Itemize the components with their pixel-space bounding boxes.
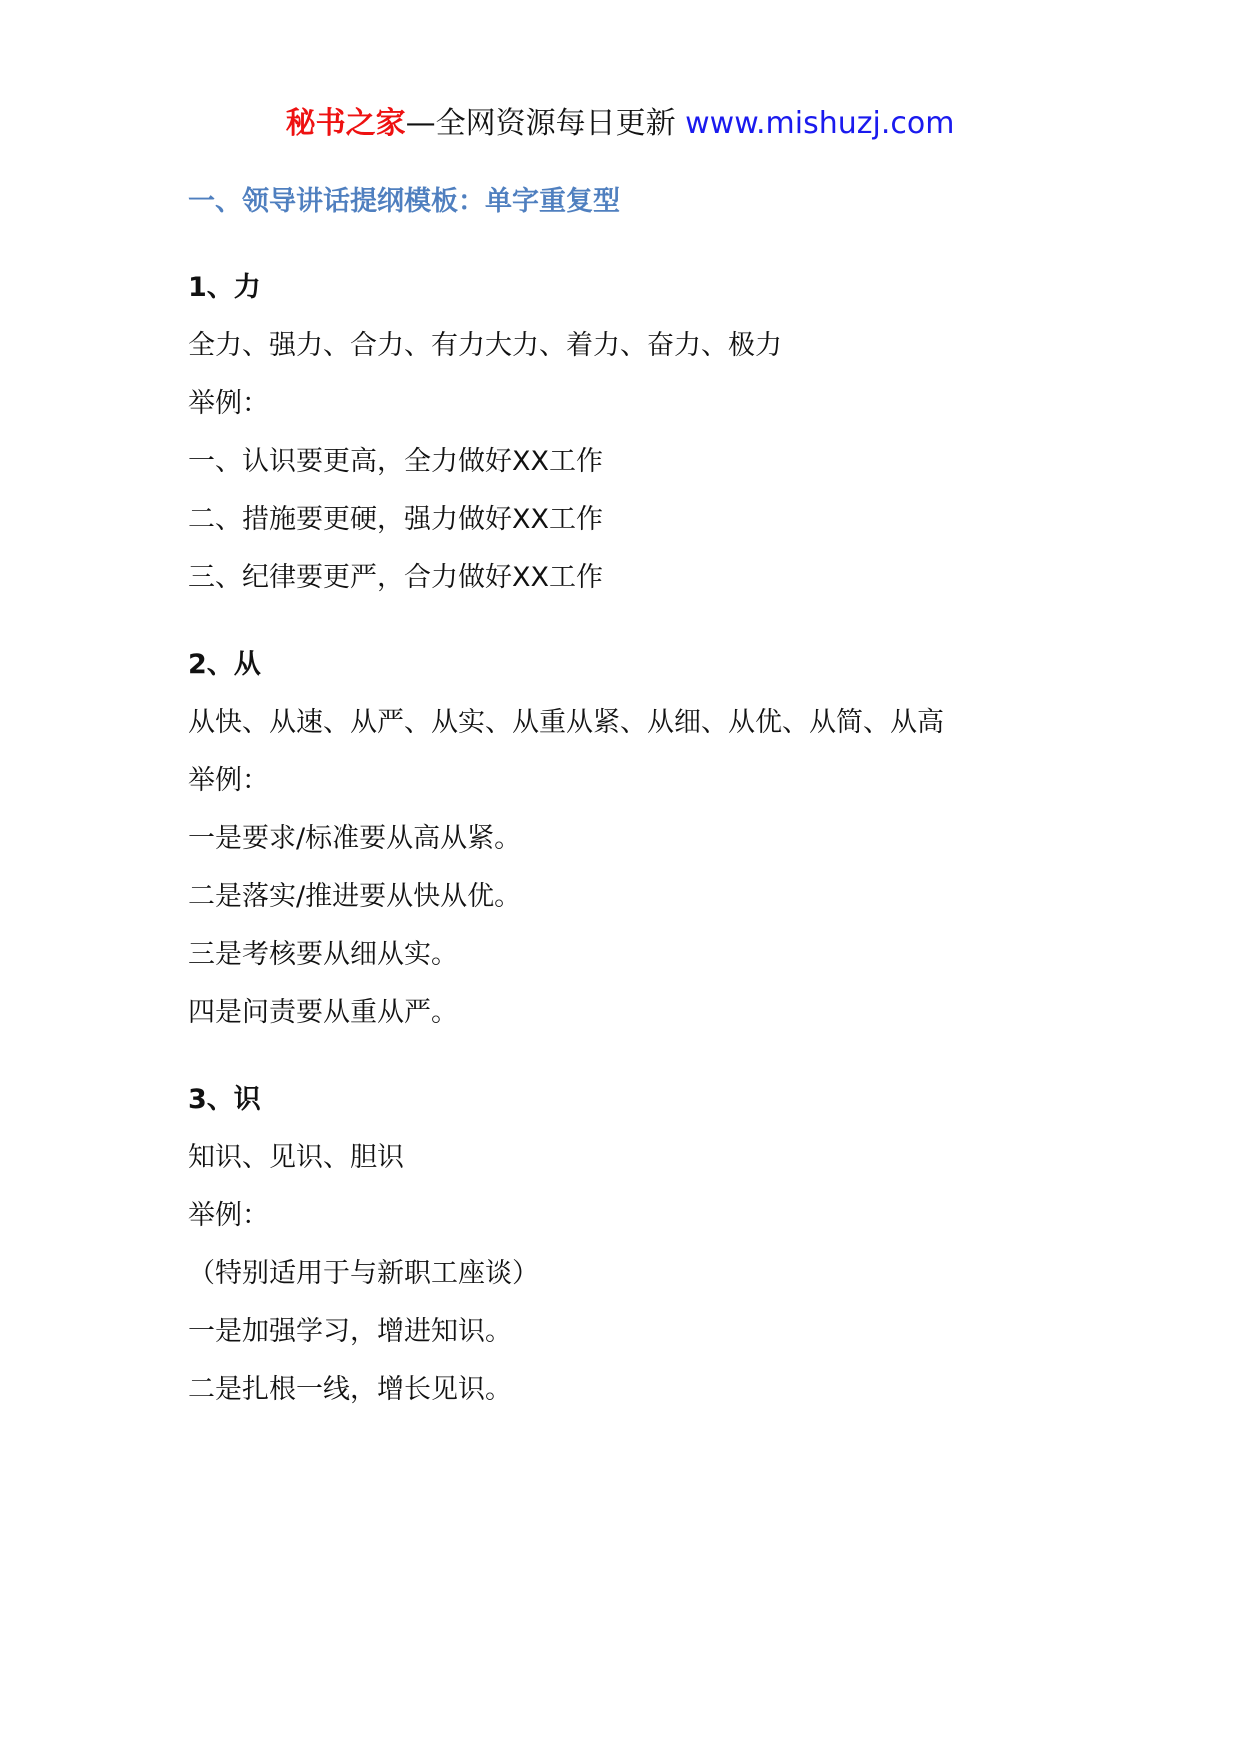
header-tagline: —全网资源每日更新 [405, 106, 676, 141]
section-title: 一、领导讲话提纲模板：单字重复型 [188, 186, 620, 217]
example-item: 四是问责要从重从严。 [188, 997, 458, 1028]
example-item: 一、认识要更高，全力做好XX工作 [188, 446, 603, 477]
group-words: 从快、从速、从严、从实、从重从紧、从细、从优、从简、从高 [188, 707, 944, 738]
group-words: 全力、强力、合力、有力大力、着力、奋力、极力 [188, 330, 782, 361]
brand-name: 秘书之家 [285, 106, 406, 141]
example-label: 举例： [188, 765, 269, 796]
example-item: 三是考核要从细从实。 [188, 939, 458, 970]
example-item: 二、措施要更硬，强力做好XX工作 [188, 504, 603, 535]
example-item: 二是落实/推进要从快从优。 [188, 881, 522, 912]
site-header [0, 100, 1240, 148]
group-heading: 2、从 [188, 649, 261, 680]
example-item: 三、纪律要更严，合力做好XX工作 [188, 562, 603, 593]
example-item: 一是加强学习，增进知识。 [188, 1316, 512, 1347]
group-heading: 1、力 [188, 272, 261, 303]
example-item: 二是扎根一线，增长见识。 [188, 1374, 512, 1405]
group-heading: 3、识 [188, 1084, 261, 1115]
example-label: 举例： [188, 1200, 269, 1231]
example-note: （特别适用于与新职工座谈） [188, 1258, 539, 1289]
example-item: 一是要求/标准要从高从紧。 [188, 823, 522, 854]
site-url-link[interactable]: www.mishuzj.com [685, 106, 955, 141]
group-words: 知识、见识、胆识 [188, 1142, 404, 1173]
example-label: 举例： [188, 388, 269, 419]
